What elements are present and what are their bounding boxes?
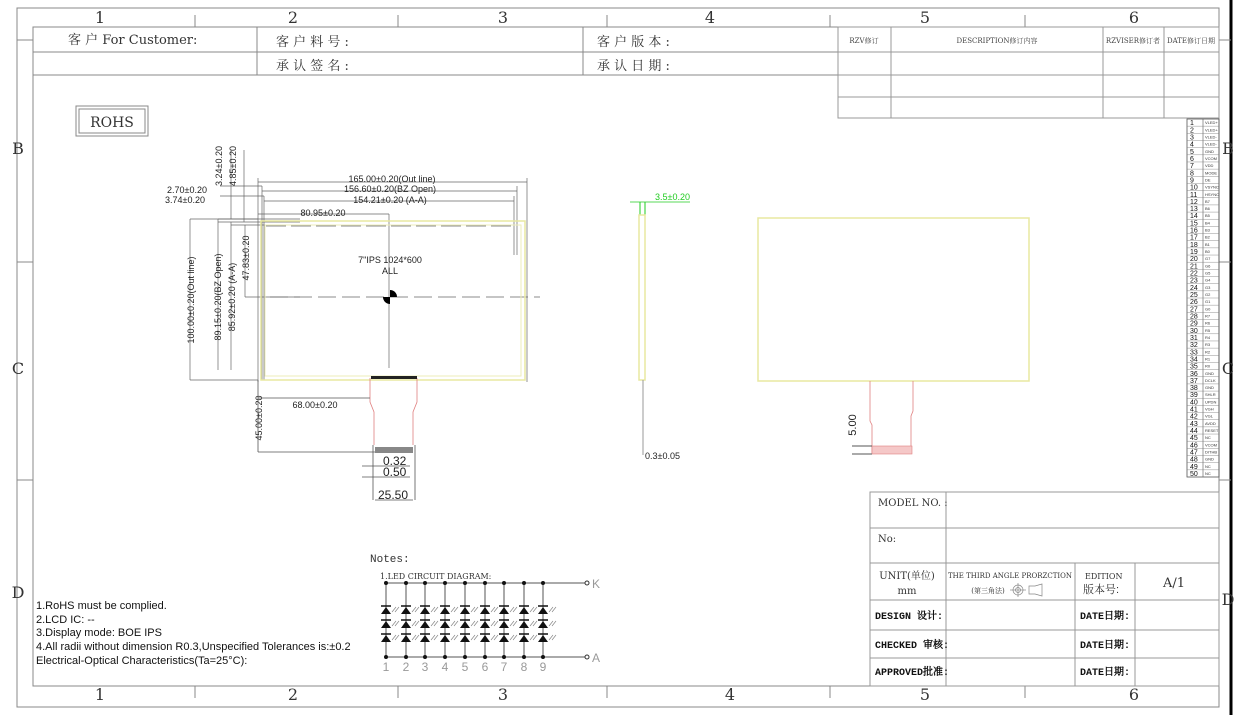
edition-label: EDITION (1085, 572, 1123, 581)
customer-header-table (33, 27, 838, 75)
front-view (165, 146, 540, 502)
led-circuit-diagram (381, 577, 600, 674)
panel-outline (261, 221, 525, 380)
pin-number: 50 (1190, 471, 1198, 478)
pin-number: 42 (1190, 413, 1198, 421)
pin-number: 19 (1190, 249, 1198, 257)
model-no-label: MODEL NO. : (878, 498, 948, 509)
fpc-connector (371, 376, 417, 379)
pin-signal: G6 (1205, 263, 1211, 269)
dim-aa-height: 85.92±0.20 (A-A) (227, 262, 237, 332)
pin-number: 24 (1190, 284, 1198, 292)
rohs-label: ROHS (90, 115, 134, 131)
pin-signal: B7 (1205, 198, 1210, 204)
k-label: K (592, 577, 601, 591)
pin-number: 34 (1190, 356, 1198, 364)
pin-number: 48 (1190, 456, 1198, 464)
k-terminal (585, 581, 589, 585)
led-column-label: 6 (481, 660, 489, 674)
pin-signal: G5 (1205, 270, 1211, 276)
led-string (440, 581, 458, 674)
pin-signal: G4 (1205, 277, 1211, 283)
third-angle-projection-icon (1010, 583, 1042, 597)
col-label: 6 (1128, 685, 1140, 704)
version-label: 客 户 版 本 : (597, 35, 670, 50)
led-diode-icon (401, 634, 419, 642)
led-diode-icon (499, 634, 517, 642)
led-diode-icon (381, 606, 399, 614)
pin-signal: MODE (1205, 170, 1217, 176)
dim-left-2: 3.74±0.20 (165, 195, 205, 205)
note-line: 1.RoHS must be complied. (36, 600, 167, 612)
notes-title: Notes: (370, 554, 410, 566)
led-diode-icon (480, 620, 498, 628)
pin-number: 4 (1190, 141, 1194, 149)
pin-number: 37 (1190, 377, 1198, 385)
pin-number: 30 (1190, 327, 1198, 335)
pin-signal: B6 (1205, 206, 1210, 212)
pin-number: 9 (1190, 177, 1194, 185)
sheet-frame (17, 0, 1231, 715)
design-date-label: DATE日期: (1080, 612, 1131, 623)
pin-signal: VLED- (1205, 141, 1217, 147)
pin-number: 43 (1190, 420, 1198, 428)
pin-number: 32 (1190, 342, 1198, 350)
led-diode-icon (381, 620, 399, 628)
pin-number: 22 (1190, 270, 1198, 278)
led-diode-icon (499, 606, 517, 614)
side-view (630, 192, 690, 461)
active-area (265, 225, 521, 376)
pin-signal: VLED+ (1205, 120, 1218, 126)
led-diode-icon (519, 620, 537, 628)
led-column-label: 8 (520, 660, 528, 674)
dim-pin-width: 0.32 (383, 454, 407, 468)
pin-number: 36 (1190, 370, 1198, 378)
pin-signal: R3 (1205, 342, 1211, 348)
pin-signal: GND (1205, 148, 1214, 154)
rohs-badge (76, 106, 148, 136)
approve-date-label: 承 认 日 期 : (597, 59, 670, 74)
title-block (870, 492, 1219, 686)
led-diode-icon (440, 606, 458, 614)
col-label: 4 (704, 8, 716, 27)
pin-number: 10 (1190, 184, 1198, 192)
pin-signal: R1 (1205, 356, 1211, 362)
dim-fpc-width: 25.50 (378, 488, 409, 502)
no-label: No: (878, 534, 897, 545)
pin-number: 8 (1190, 170, 1194, 178)
fpc-contacts (375, 447, 413, 453)
led-diode-icon (420, 606, 438, 614)
pin-signal: GND (1205, 456, 1214, 462)
fpc-cable (370, 378, 417, 445)
design-label: DESIGN 设计: (875, 612, 944, 623)
col-label: 2 (287, 685, 299, 704)
led-column-label: 7 (500, 660, 508, 674)
dim-center-y: 47.83±0.20 (241, 235, 251, 281)
led-diode-icon (538, 606, 556, 614)
led-string (538, 581, 556, 674)
led-column-label: 3 (421, 660, 429, 674)
pin-number: 12 (1190, 198, 1198, 206)
revision-table (838, 27, 1219, 118)
dim-top-2: 4.85±0.20 (228, 146, 238, 186)
pin-signal: R2 (1205, 349, 1211, 355)
pin-number: 47 (1190, 449, 1198, 457)
led-diode-icon (480, 606, 498, 614)
dim-outline-height: 100.00±0.20(Out line) (186, 256, 196, 344)
pin-number: 26 (1190, 299, 1198, 307)
col-label: 1 (94, 685, 106, 704)
pin-number: 46 (1190, 442, 1198, 450)
pin-signal: AVDD (1205, 420, 1216, 426)
led-diode-icon (460, 620, 478, 628)
row-label: B (1222, 139, 1234, 158)
note-line: 4.All radii without dimension R0.3,Unspecified Tolerances is:±0.2 (36, 641, 351, 653)
pin-signal: VGH (1205, 406, 1214, 412)
pin-signal: DE (1205, 177, 1211, 183)
pin-signal: B2 (1205, 234, 1210, 240)
unit-value: mm (897, 586, 917, 597)
dim-fpc-thickness: 0.3±0.05 (645, 451, 680, 461)
led-diode-icon (460, 634, 478, 642)
pin-number: 6 (1190, 155, 1194, 163)
projection-cn-label: (第三角法) (971, 587, 1005, 595)
pin-signal: G3 (1205, 284, 1211, 290)
led-string (499, 581, 517, 674)
part-no-label: 客 户 料 号 : (276, 35, 349, 50)
pin-number: 31 (1190, 334, 1198, 342)
pin-signal: VSYNC (1205, 184, 1219, 190)
pin-number: 23 (1190, 277, 1198, 285)
pin-signal: VCOM (1205, 442, 1217, 448)
pin-signal: R6 (1205, 320, 1211, 326)
dim-thickness: 3.5±0.20 (655, 192, 690, 202)
customer-label: 客 户 For Customer: (68, 33, 198, 48)
col-label: 6 (1128, 8, 1140, 27)
pin-number: 7 (1190, 163, 1194, 171)
pin-signal: R7 (1205, 313, 1211, 319)
note-line: 3.Display mode: BOE IPS (36, 627, 162, 639)
col-label: 5 (919, 8, 931, 27)
row-label: D (1221, 590, 1235, 609)
led-string (480, 581, 498, 674)
pin-number: 33 (1190, 349, 1198, 357)
pin-signal: G0 (1205, 306, 1211, 312)
pin-number: 1 (1190, 120, 1194, 128)
pin-number: 2 (1190, 127, 1194, 135)
notes (36, 554, 600, 674)
led-diode-icon (401, 606, 419, 614)
pin-number: 39 (1190, 392, 1198, 400)
pin-signal: GND (1205, 370, 1214, 376)
pin-signal: R4 (1205, 334, 1211, 340)
pin-number: 13 (1190, 206, 1198, 214)
pin-number: 27 (1190, 306, 1198, 314)
pin-number: 29 (1190, 320, 1198, 328)
dim-center-x: 80.95±0.20 (300, 208, 346, 218)
pin-signal: VLED- (1205, 134, 1217, 140)
pin-signal: HSYNC (1205, 191, 1220, 197)
led-diode-icon (538, 634, 556, 642)
revision-header: DATE修订日期 (1166, 37, 1216, 45)
pin-number: 20 (1190, 256, 1198, 264)
dim-aa-width: 154.21±0.20 (A-A) (353, 195, 427, 205)
a-terminal (585, 655, 589, 659)
dim-stiffener: 5.00 (847, 414, 859, 436)
pin-signal: R0 (1205, 363, 1211, 369)
pin-signal: UPDN (1205, 399, 1217, 405)
note-line: 2.LCD IC: -- (36, 614, 95, 626)
pin-number: 28 (1190, 313, 1198, 321)
revision-header: RZV修订 (849, 37, 879, 45)
led-diode-icon (420, 634, 438, 642)
pin-signal: B1 (1205, 241, 1210, 247)
led-diode-icon (460, 606, 478, 614)
pin-number: 40 (1190, 399, 1198, 407)
led-string (519, 581, 537, 674)
stiffener (872, 446, 912, 454)
led-diode-icon (440, 634, 458, 642)
col-label: 3 (497, 8, 509, 27)
pin-signal: VDD (1205, 163, 1214, 169)
dim-left-1: 2.70±0.20 (167, 185, 207, 195)
led-column-label: 5 (461, 660, 469, 674)
led-diode-icon (420, 620, 438, 628)
pin-number: 49 (1190, 463, 1198, 471)
pin-number: 15 (1190, 220, 1198, 228)
row-label: C (11, 359, 25, 378)
pin-number: 45 (1190, 435, 1198, 443)
pin-signal: SHLR (1205, 392, 1216, 398)
led-column-label: 1 (382, 660, 390, 674)
pin-signal: GND (1205, 385, 1214, 391)
note-line: Electrical-Optical Characteristics(Ta=25°C): (36, 655, 248, 667)
pin-number: 21 (1190, 263, 1198, 271)
pin-number: 18 (1190, 241, 1198, 249)
pin-signal: VGL (1205, 413, 1214, 419)
checked-date-label: DATE日期: (1080, 641, 1131, 652)
revision-header: RZVISER修订者 (1105, 37, 1161, 45)
col-label: 4 (724, 685, 736, 704)
led-string (460, 581, 478, 674)
col-label: 3 (497, 685, 509, 704)
row-label: C (1221, 359, 1235, 378)
panel-subtitle: ALL (381, 266, 399, 276)
edition-value: A/1 (1162, 576, 1186, 591)
pin-number: 35 (1190, 363, 1198, 371)
led-diagram-title: 1.LED CIRCUIT DIAGRAM: (380, 572, 492, 581)
pin-signal: R5 (1205, 327, 1211, 333)
led-column-label: 4 (441, 660, 449, 674)
pin-number: 16 (1190, 227, 1198, 235)
pin-signal: B5 (1205, 213, 1210, 219)
pin-signal: RESET (1205, 428, 1219, 434)
pin-table (1187, 119, 1219, 478)
pin-number: 25 (1190, 292, 1198, 299)
pin-number: 14 (1190, 213, 1198, 221)
led-column-label: 2 (402, 660, 410, 674)
edition-cn-label: 版本号: (1083, 584, 1120, 596)
pin-signal: B3 (1205, 227, 1210, 233)
dim-bz-open-height: 89.15±0.20(BZ Open) (213, 253, 223, 341)
pin-signal: B0 (1205, 249, 1210, 255)
pin-signal: VCOM (1205, 155, 1217, 161)
led-diode-icon (519, 606, 537, 614)
pin-signal: NC (1205, 463, 1211, 469)
col-label: 1 (94, 8, 106, 27)
pin-number: 17 (1190, 234, 1198, 242)
pin-number: 44 (1190, 428, 1198, 436)
projection-label: THE THIRD ANGLE PRORZCTION (947, 572, 1073, 580)
pin-signal: DITHB (1205, 449, 1217, 455)
unit-label: UNIT(单位) (879, 571, 935, 582)
col-label: 5 (919, 685, 931, 704)
revision-header: DESCRIPTION修订内容 (956, 37, 1038, 45)
panel-title: 7"IPS 1024*600 (358, 255, 422, 265)
pin-number: 38 (1190, 385, 1198, 393)
pin-signal: B4 (1205, 220, 1210, 226)
dim-fpc-x: 68.00±0.20 (292, 400, 338, 410)
back-view (758, 218, 1029, 454)
dim-top-1: 3.24±0.20 (214, 146, 224, 186)
checked-label: CHECKED 审核: (875, 641, 950, 652)
dim-outline-width: 165.00±0.20(Out line) (348, 174, 436, 184)
center-mark-icon (383, 290, 397, 304)
col-label: 2 (287, 8, 299, 27)
led-diode-icon (381, 634, 399, 642)
pin-signal: G1 (1205, 299, 1211, 305)
dim-bz-open-width: 156.60±0.20(BZ Open) (344, 184, 436, 194)
approved-label: APPROVED批准: (875, 668, 950, 679)
led-diode-icon (499, 620, 517, 628)
led-diode-icon (401, 620, 419, 628)
led-string (381, 581, 399, 674)
pin-number: 5 (1190, 148, 1194, 156)
led-string (420, 581, 438, 674)
pin-signal: VLED+ (1205, 127, 1218, 133)
pin-signal: NC (1205, 435, 1211, 441)
pin-number: 41 (1190, 406, 1198, 414)
dim-pitch: 0.50 (383, 465, 407, 479)
pin-signal: G2 (1205, 292, 1211, 297)
led-string (401, 581, 419, 674)
led-column-label: 9 (539, 660, 547, 674)
pin-number: 11 (1190, 191, 1198, 199)
led-diode-icon (519, 634, 537, 642)
dim-fpc-length: 45.00±0.20 (254, 395, 264, 441)
pin-signal: G7 (1205, 256, 1211, 262)
approved-date-label: DATE日期: (1080, 668, 1131, 679)
a-label: A (592, 651, 601, 665)
pin-signal: NC (1205, 471, 1211, 476)
led-diode-icon (538, 620, 556, 628)
row-label: D (11, 583, 25, 602)
pin-signal: DCLK (1205, 377, 1216, 383)
row-label: B (12, 139, 24, 158)
led-diode-icon (480, 634, 498, 642)
pin-number: 3 (1190, 134, 1194, 142)
signature-label: 承 认 签 名 : (276, 59, 349, 74)
led-diode-icon (440, 620, 458, 628)
